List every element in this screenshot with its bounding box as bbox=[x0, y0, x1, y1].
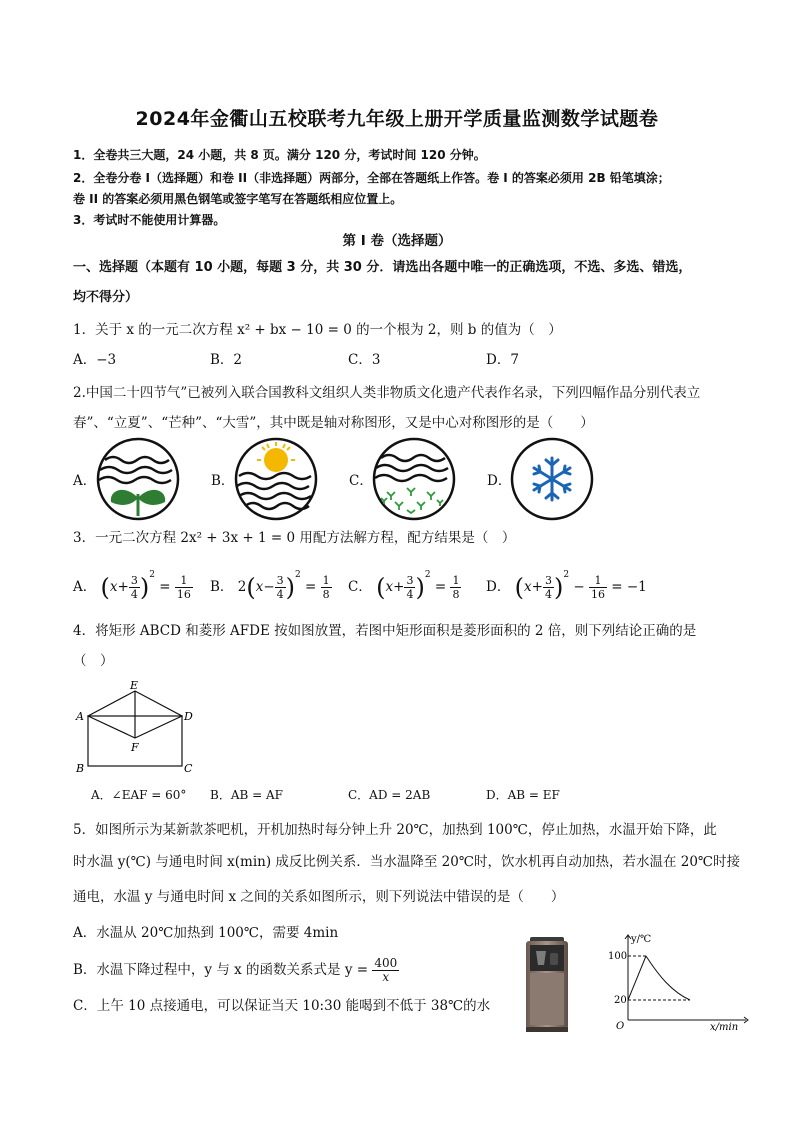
q3-stem: 3．一元二次方程 2x² + 3x + 1 = 0 用配方法解方程，配方结果是（ ） bbox=[73, 530, 516, 546]
graph-y-low: 20 bbox=[614, 995, 627, 1006]
q4-option-c[interactable]: C．AD = 2AB bbox=[348, 788, 431, 802]
q4-stem-line2: （ ） bbox=[73, 653, 114, 669]
part1-instructions: 一、选择题（本题有 10 小题，每题 3 分，共 30 分．请选出各题中唯一的正确选项，不选、多选、错选， bbox=[73, 260, 692, 275]
q5-stem-line3: 通电，水温 y 与通电时间 x 之间的关系如图所示，则下列说法中错误的是（ ） bbox=[73, 889, 565, 905]
q1-option-b[interactable]: B．2 bbox=[210, 352, 243, 368]
q2-stem-line2: 春”、“立夏”、“芒种”、“大雪”，其中既是轴对称图形，又是中心对称图形的是（ ） bbox=[73, 415, 594, 431]
q3-options bbox=[73, 568, 723, 602]
point-c-label: C bbox=[184, 762, 193, 775]
q1-option-d[interactable]: D．7 bbox=[486, 352, 519, 368]
q5-stem-line1: 5．如图所示为某新款茶吧机，开机加热时每分钟上升 20℃，加热到 100℃，停止加热，水温开始下降，此 bbox=[73, 822, 717, 838]
point-a-label: A bbox=[76, 710, 84, 723]
solar-term-lichun-image[interactable] bbox=[95, 436, 181, 522]
note-3: 卷 II 的答案必须用黑色钢笔或签字笔写在答题纸相应位置上。 bbox=[73, 192, 403, 206]
solar-term-lixia-image[interactable] bbox=[233, 436, 319, 522]
solar-term-mangzhong-image[interactable] bbox=[371, 436, 457, 522]
note-1: 1．全卷共三大题，24 小题，共 8 页。满分 120 分，考试时间 120 分钟。 bbox=[73, 148, 486, 162]
q4-options bbox=[73, 786, 723, 806]
graph-x-label: x/min bbox=[710, 1022, 739, 1033]
q2-label-d[interactable]: D． bbox=[487, 473, 512, 489]
q1-options bbox=[73, 348, 723, 368]
q2-label-b[interactable]: B． bbox=[211, 473, 235, 489]
q4-option-b[interactable]: B．AB = AF bbox=[210, 788, 283, 802]
solar-term-daxue-image[interactable] bbox=[509, 436, 595, 522]
q5-option-a[interactable]: A．水温从 20℃加热到 100℃，需要 4min bbox=[73, 925, 339, 941]
section-title: 第 I 卷（选择题） bbox=[342, 233, 452, 249]
note-2: 2．全卷分卷 I（选择题）和卷 II（非选择题）两部分，全部在答题纸上作答。卷 I 的答案必须用 2B 铅笔填涂； bbox=[73, 171, 670, 185]
point-e-label: E bbox=[130, 679, 139, 692]
q2-stem-line1: 2.中国二十四节气”已被列入联合国教科文组织人类非物质文化遗产代表作名录，下列四幅作品分别代表立 bbox=[73, 385, 701, 401]
q2-label-a[interactable]: A． bbox=[73, 473, 97, 489]
q5-stem-line2: 时水温 y(℃) 与通电时间 x(min) 成反比例关系．当水温降至 20℃时，饮水机再自动加热，若水温在 20℃时接 bbox=[73, 854, 741, 870]
point-f-label: F bbox=[131, 741, 139, 754]
exam-title: 2024年金衢山五校联考九年级上册开学质量监测数学试题卷 bbox=[135, 108, 659, 130]
graph-y-high: 100 bbox=[608, 951, 628, 962]
q4-option-a[interactable]: A．∠EAF = 60° bbox=[91, 788, 187, 802]
q5-option-b[interactable]: B．水温下降过程中，y 与 x 的函数关系式是 y = $\frac{400}{x}$ bbox=[73, 956, 398, 984]
q4-rectangle-rhombus-figure bbox=[72, 678, 202, 778]
q3-option-d[interactable]: D． (x+ $\frac{3}{4}$ )$^2$ − $\frac{1}{16}$ = −1 bbox=[486, 570, 647, 602]
q3-option-a[interactable]: A． (x+ $\frac{3}{4}$ )$^2$ = $\frac{1}{16}$ bbox=[73, 570, 191, 602]
q5-temperature-graph bbox=[604, 928, 754, 1033]
q3-option-c[interactable]: C． (x+ $\frac{3}{4}$ )$^2$ = $\frac{1}{8}$ bbox=[348, 570, 460, 602]
q2-label-c[interactable]: C． bbox=[349, 473, 373, 489]
point-d-label: D bbox=[184, 710, 193, 723]
q1-stem: 1．关于 x 的一元二次方程 x² + bx − 10 = 0 的一个根为 2，则 b 的值为（ ） bbox=[73, 322, 562, 338]
q3-option-b[interactable]: B． 2(x− $\frac{3}{4}$ )$^2$ = $\frac{1}{8}$ bbox=[210, 570, 330, 602]
q5-option-c[interactable]: C．上午 10 点接通电，可以保证当天 10:30 能喝到不低于 38℃的水 bbox=[73, 998, 491, 1014]
note-4: 3．考试时不能使用计算器。 bbox=[73, 213, 226, 227]
cooling-curve bbox=[646, 956, 690, 1000]
q1-option-a[interactable]: A．−3 bbox=[73, 352, 117, 368]
q4-stem-line1: 4．将矩形 ABCD 和菱形 AFDE 按如图放置，若图中矩形面积是菱形面积的 2 倍，则下列结论正确的是 bbox=[73, 623, 697, 639]
graph-y-label: y/℃ bbox=[631, 934, 652, 945]
graph-origin-label: O bbox=[616, 1021, 625, 1032]
q1-option-c[interactable]: C．3 bbox=[348, 352, 381, 368]
point-b-label: B bbox=[76, 762, 85, 775]
part1-instructions-cont: 均不得分） bbox=[73, 290, 139, 305]
tea-machine-image bbox=[516, 935, 578, 1035]
q4-option-d[interactable]: D．AB = EF bbox=[486, 788, 560, 802]
